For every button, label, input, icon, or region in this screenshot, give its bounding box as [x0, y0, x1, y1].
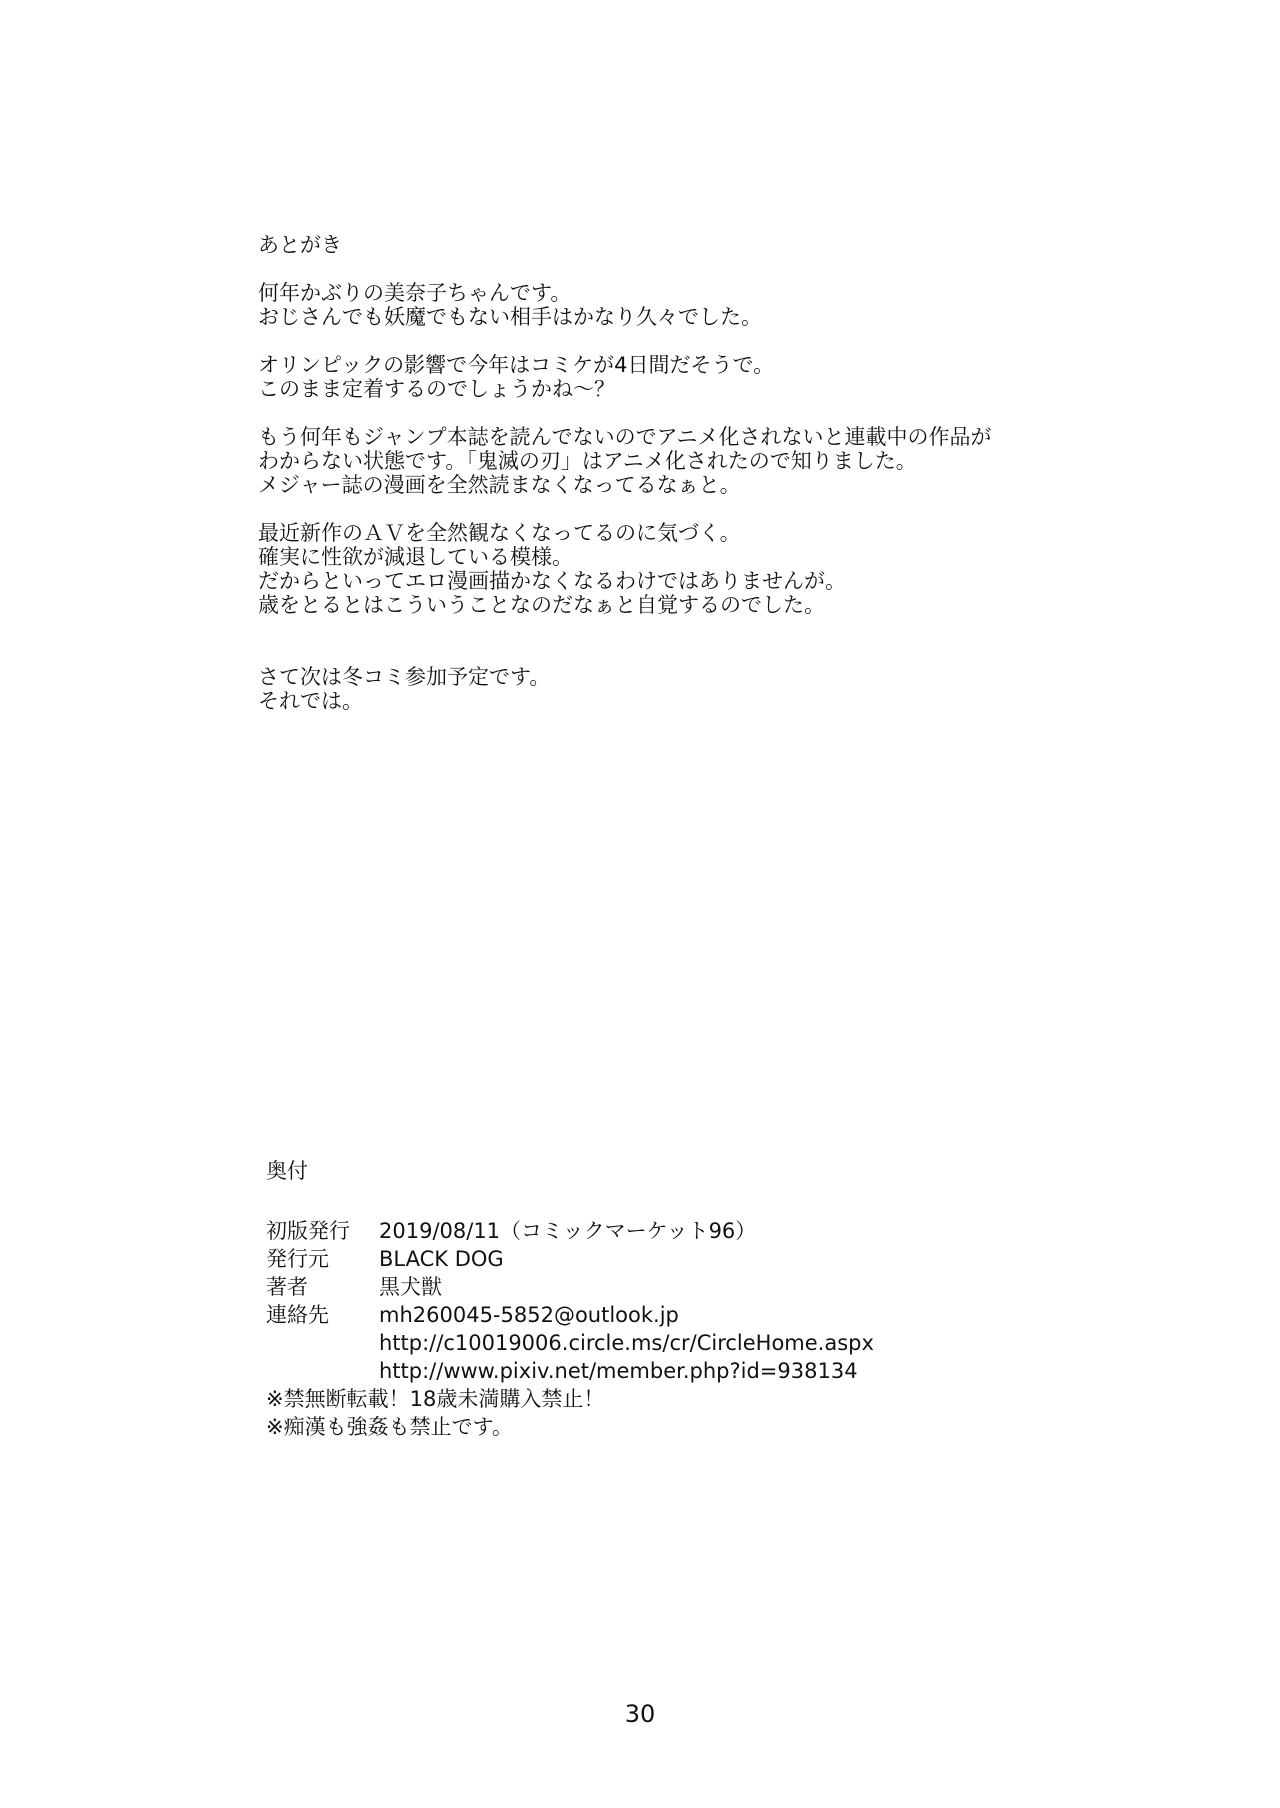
- colophon-row-publisher: [266, 1245, 1026, 1273]
- colophon-row-contact: [266, 1301, 1026, 1385]
- colophon-row-author: [266, 1273, 1026, 1301]
- colophon-values: [379, 1245, 504, 1273]
- afterword-line: それでは。: [258, 689, 363, 713]
- afterword-line: 歳をとるとはこういうことなのだなぁと自覚するのでした。: [258, 593, 825, 617]
- contact-email: mh260045-5852@outlook.jp: [379, 1303, 679, 1327]
- afterword-line: このまま定着するのでしょうかね～？: [258, 377, 615, 401]
- first-edition-date: 2019/08/11（コミックマーケット96）: [379, 1219, 757, 1243]
- colophon-section: [266, 1157, 1026, 1441]
- afterword-line: わからない状態です。「鬼滅の刃」はアニメ化されたので知りました。: [258, 449, 917, 473]
- afterword-title: あとがき: [258, 233, 342, 257]
- colophon-label: 著者: [266, 1275, 308, 1299]
- publisher-name: BLACK DOG: [379, 1247, 504, 1271]
- colophon-label: 発行元: [266, 1247, 329, 1271]
- afterword-line: 確実に性欲が減退している模様。: [258, 545, 573, 569]
- afterword-paragraph: [258, 353, 1138, 401]
- colophon-values: [379, 1273, 442, 1301]
- afterword-line: もう何年もジャンプ本誌を読んでないのでアニメ化されないと連載中の作品が: [258, 425, 992, 449]
- colophon-note: ※痴漢も強姦も禁止です。: [266, 1415, 513, 1439]
- colophon-notes: [266, 1385, 1026, 1441]
- afterword-line: さて次は冬コミ参加予定です。: [258, 665, 551, 689]
- colophon-note: ※禁無断転載！18歳未満購入禁止！: [266, 1387, 605, 1411]
- afterword-paragraph: [258, 521, 1138, 617]
- afterword-line: おじさんでも妖魔でもない相手はかなり久々でした。: [258, 305, 762, 329]
- afterword-line: 最近新作のＡＶを全然観なくなってるのに気づく。: [258, 521, 741, 545]
- afterword-line: オリンピックの影響で今年はコミケが4日間だそうで。: [258, 353, 775, 377]
- colophon-label: 初版発行: [266, 1219, 350, 1243]
- contact-circle-url: http://c10019006.circle.ms/cr/CircleHome.aspx: [379, 1331, 874, 1355]
- colophon-values: [379, 1217, 756, 1245]
- afterword-line: 何年かぶりの美奈子ちゃんです。: [258, 281, 572, 305]
- colophon-title: 奥付: [266, 1159, 308, 1183]
- afterword-line: だからといってエロ漫画描かなくなるわけではありませんが。: [258, 569, 846, 593]
- page-number: 30: [624, 1700, 656, 1728]
- colophon-row-first-edition: [266, 1217, 1026, 1245]
- afterword-paragraph: [258, 281, 1138, 329]
- afterword-section: [258, 233, 1138, 737]
- afterword-paragraph: [258, 425, 1138, 497]
- afterword-paragraph: [258, 665, 1138, 713]
- author-name: 黒犬獣: [379, 1275, 442, 1299]
- colophon-label: 連絡先: [266, 1303, 329, 1327]
- contact-pixiv-url: http://www.pixiv.net/member.php?id=938134: [379, 1359, 858, 1383]
- colophon-values: [379, 1301, 874, 1385]
- afterword-line: メジャー誌の漫画を全然読まなくなってるなぁと。: [258, 473, 741, 497]
